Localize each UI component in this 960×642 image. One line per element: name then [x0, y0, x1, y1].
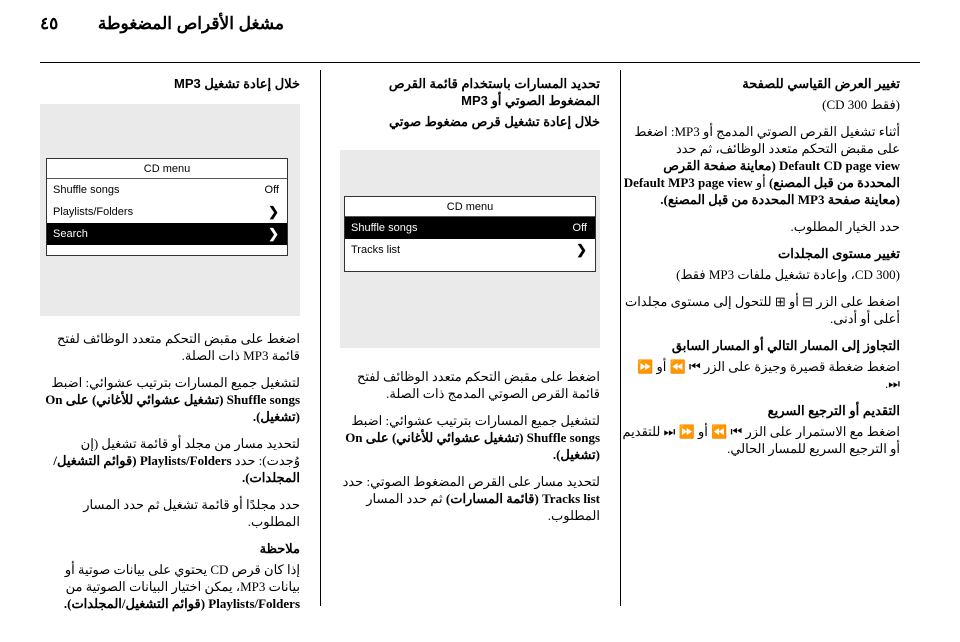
menu-row-tracks-list[interactable] — [345, 239, 595, 261]
section-heading: خلال إعادة تشغيل MP3 — [174, 76, 300, 91]
menu-row-shuffle[interactable] — [47, 179, 287, 201]
section-subheading: (فقط CD 300) — [822, 97, 900, 112]
section-subheading: (CD 300، وإعادة تشغيل ملفات MP3 فقط) — [676, 267, 900, 282]
paragraph-text: أو — [755, 175, 766, 190]
menu-option: Default CD page view (معاينة صفحة القرص المحددة من قبل المصنع) — [663, 158, 900, 190]
paragraph: اضغط ضغطة قصيرة وجيزة على الزر ⏮ ⏪ أو ⏩ ⏭. — [637, 359, 900, 391]
paragraph: حدد الخيار المطلوب. — [790, 219, 900, 234]
cd-menu-screenshot — [340, 150, 600, 348]
page-header — [0, 0, 960, 60]
paragraph: حدد مجلدًا أو قائمة تشغيل ثم حدد المسار المطلوب. — [83, 497, 300, 529]
paragraph-text: أثناء تشغيل القرص الصوتي المدمج أو MP3: اضغط على مقبض التحكم متعدد الوظائف، ثم حدد — [634, 124, 900, 156]
row-label: Search — [53, 228, 88, 240]
page-number: ٤٥ — [40, 14, 59, 33]
paragraph-text: لتحديد مسار من مجلد أو قائمة تشغيل (إن وُجدت): حدد — [80, 436, 300, 468]
menu-option: على On (تشغيل). — [45, 392, 300, 424]
left-column — [40, 75, 300, 96]
paragraph-text: لتحديد مسار على القرص المضغوط الصوتي: حدد — [342, 474, 600, 489]
menu-row-shuffle[interactable] — [345, 217, 595, 239]
menu-row-playlists-folders[interactable] — [47, 201, 287, 223]
chevron-right-icon: ❯ — [268, 226, 279, 241]
paragraph-text: ثم حدد المسار المطلوب. — [366, 491, 600, 523]
row-value: Off — [264, 184, 279, 196]
section-heading: تحديد المسارات باستخدام قائمة القرص المضغوط الصوتي أو MP3 — [388, 76, 600, 108]
middle-column-body — [340, 368, 600, 534]
row-value: Off — [572, 222, 587, 234]
mp3-menu-screenshot — [40, 104, 300, 316]
chevron-right-icon: ❯ — [268, 204, 279, 219]
cd-menu-screen — [344, 196, 596, 272]
header-divider — [40, 62, 920, 63]
note-text — [40, 561, 300, 612]
row-label: Tracks list — [351, 244, 401, 256]
row-label: Playlists/Folders — [53, 206, 134, 218]
screen-title: CD menu — [47, 159, 287, 179]
paragraph — [340, 412, 600, 463]
right-column — [622, 75, 900, 467]
column-divider-left — [320, 70, 321, 606]
menu-option: Playlists/Folders (قوائم التشغيل/المجلدات). — [63, 596, 300, 611]
note-heading: ملاحظة — [259, 541, 300, 556]
page-title: مشغل الأقراص المضغوطة — [97, 14, 284, 33]
paragraph-text: لتشغيل جميع المسارات بترتيب عشوائي: اضبط — [351, 413, 600, 428]
left-column-body — [40, 330, 300, 622]
section-subheading: خلال إعادة تشغيل قرص مضغوط صوتي — [388, 114, 600, 129]
paragraph — [340, 473, 600, 524]
paragraph: اضغط على الزر ⊟ أو ⊞ للتحول إلى مستوى مجلدات أعلى أو أدنى. — [625, 294, 900, 326]
paragraph — [40, 435, 300, 486]
section-heading: التجاوز إلى المسار التالي أو المسار السابق — [671, 338, 900, 353]
screen-title: CD menu — [345, 197, 595, 217]
menu-row-search[interactable] — [47, 223, 287, 245]
column-divider-right — [620, 70, 621, 606]
section-heading: التقديم أو الترجيع السريع — [767, 403, 900, 418]
row-label: Shuffle songs — [351, 222, 418, 234]
row-label: Shuffle songs — [53, 184, 120, 196]
menu-option: Playlists/Folders (قوائم التشغيل/المجلدات). — [53, 453, 300, 485]
section-heading: تغيير مستوى المجلدات — [778, 246, 900, 261]
menu-option: على On (تشغيل). — [345, 430, 600, 462]
menu-option: Tracks list (قائمة المسارات) — [445, 491, 600, 506]
paragraph — [40, 374, 300, 425]
middle-column — [340, 75, 600, 134]
menu-option: Default MP3 page view (معاينة صفحة MP3 المحددة من قبل المصنع). — [623, 175, 900, 207]
mp3-menu-screen — [46, 158, 288, 256]
chevron-right-icon: ❯ — [576, 242, 587, 257]
paragraph: اضغط على مقبض التحكم متعدد الوظائف لفتح قائمة القرص الصوتي المدمج ذات الصلة. — [356, 369, 600, 401]
paragraph — [622, 123, 900, 208]
paragraph-text: إذا كان قرص CD يحتوي على بيانات صوتية أو بيانات MP3، يمكن اختيار البيانات الصوتية من — [64, 562, 300, 594]
section-heading: تغيير العرض القياسي للصفحة — [742, 76, 900, 91]
paragraph-text: لتشغيل جميع المسارات بترتيب عشوائي: اضبط — [51, 375, 300, 390]
paragraph: اضغط مع الاستمرار على الزر ⏮ ⏪ أو ⏩ ⏭ للتقديم أو الترجيع السريع للمسار الحالي. — [622, 424, 900, 456]
paragraph: اضغط على مقبض التحكم متعدد الوظائف لفتح قائمة MP3 ذات الصلة. — [56, 331, 300, 363]
menu-option: Shuffle songs (تشغيل عشوائي للأغاني) — [391, 430, 600, 445]
menu-option: Shuffle songs (تشغيل عشوائي للأغاني) — [91, 392, 300, 407]
